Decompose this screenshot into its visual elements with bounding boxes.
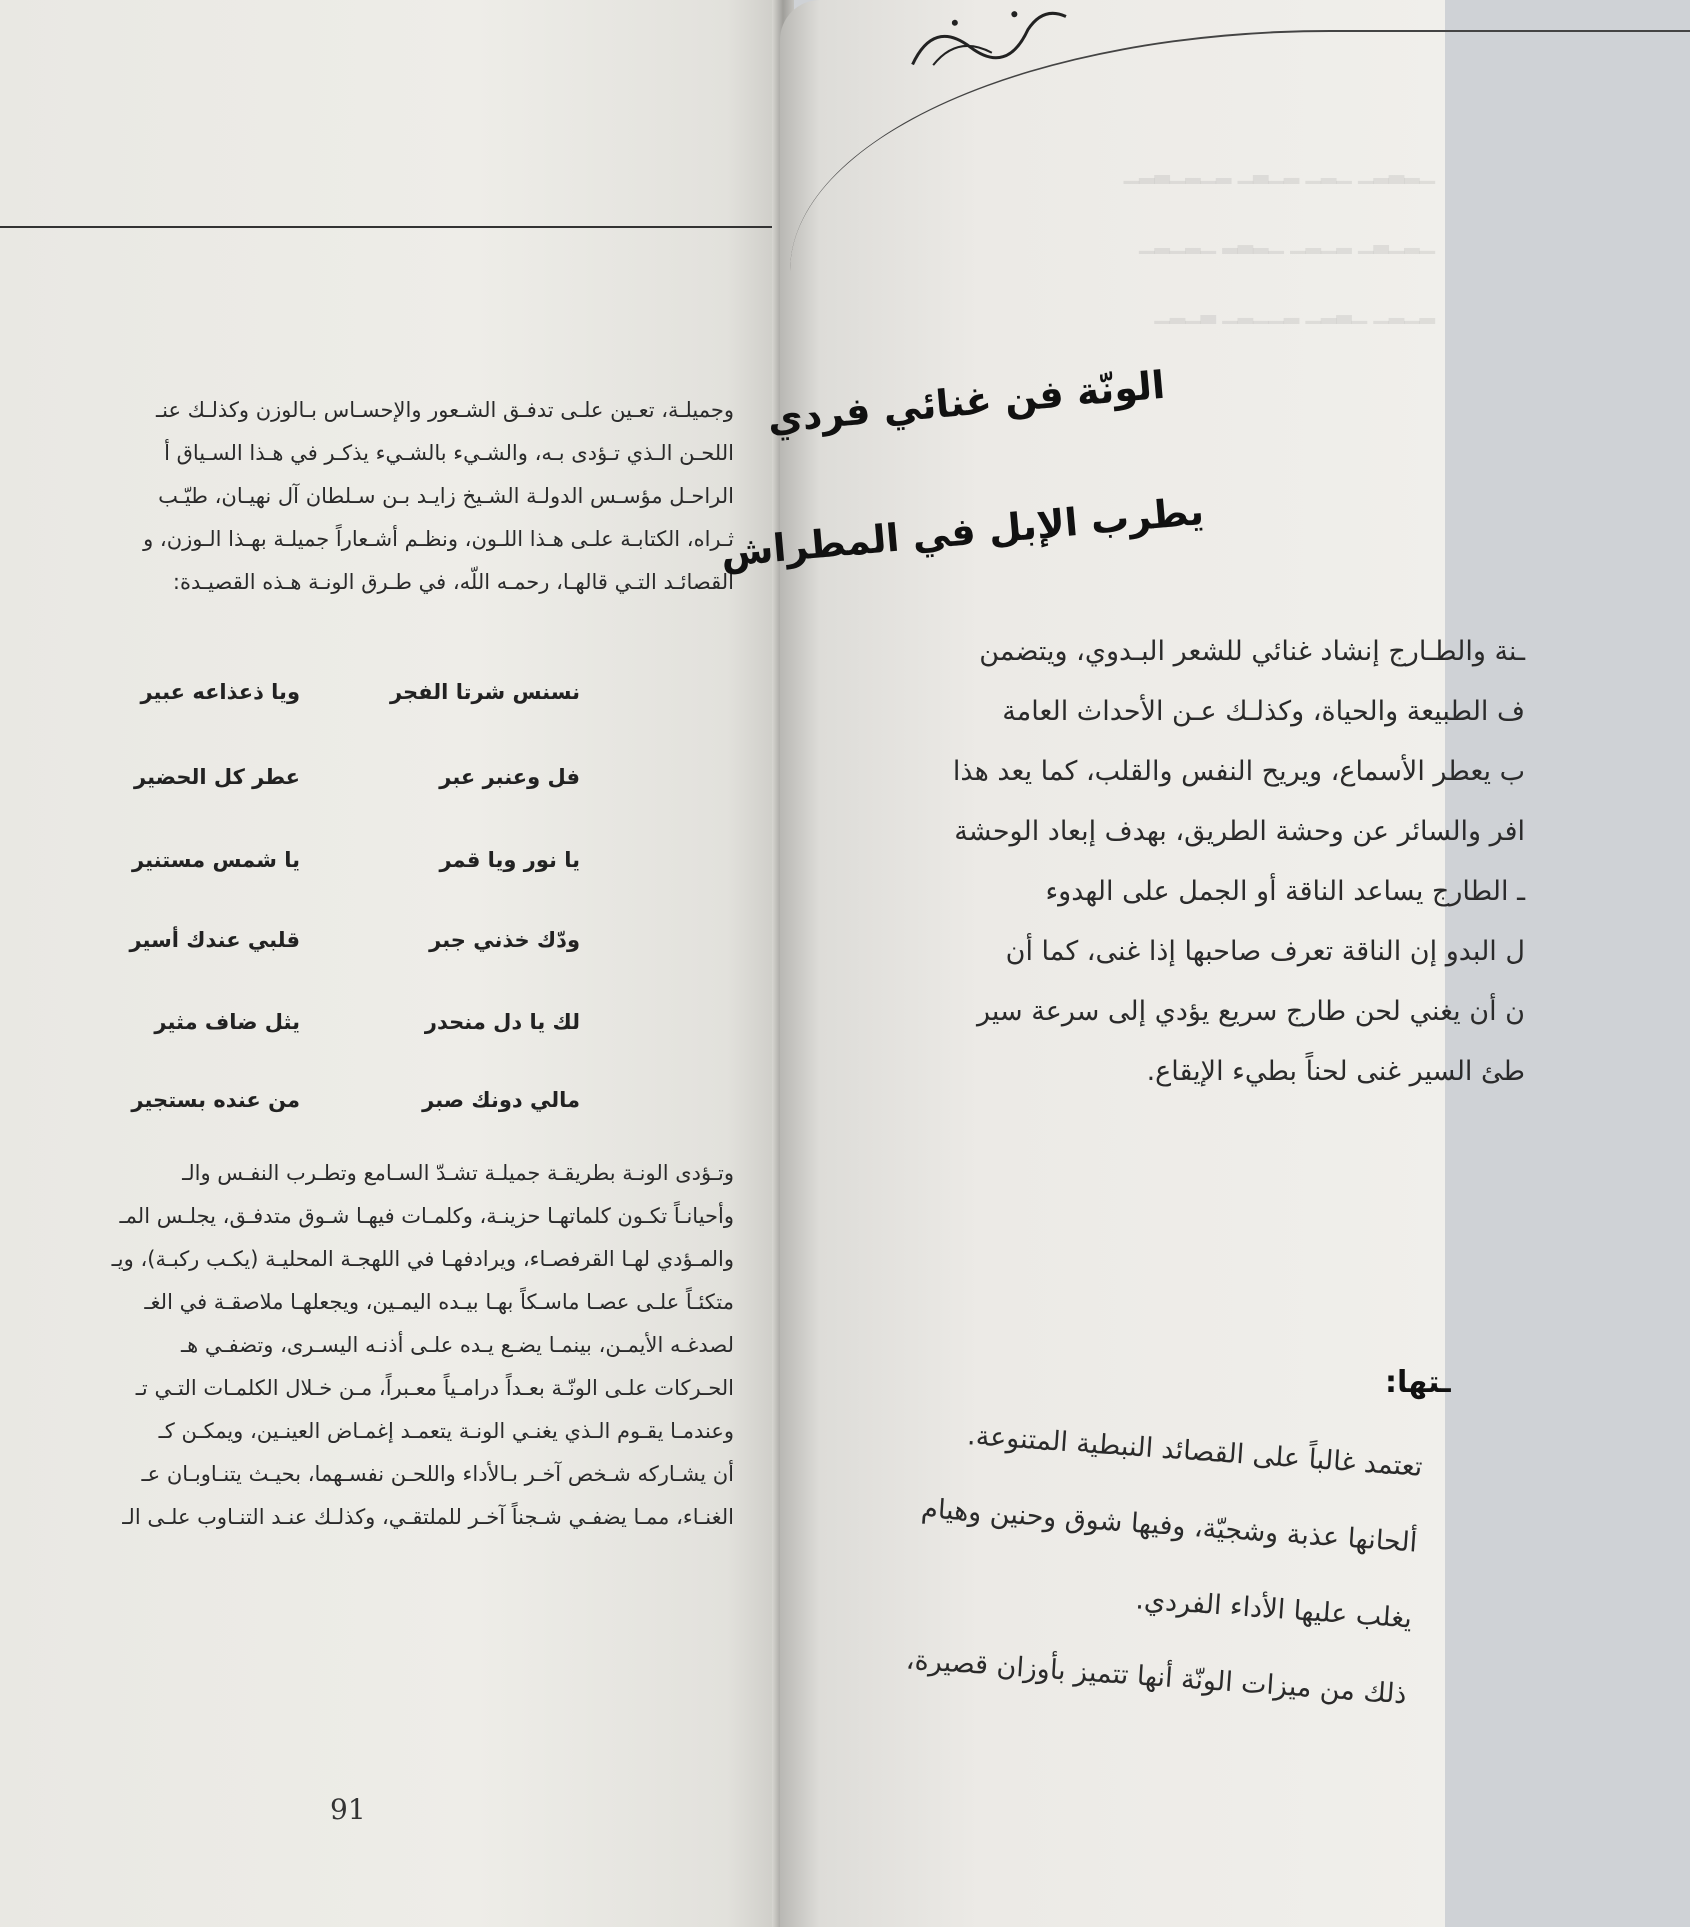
left-paragraph-1 bbox=[0, 389, 734, 604]
poem-hemistich-first: نسنس شرتا الفجر bbox=[389, 680, 580, 704]
text-line: ـنة والطـارج إنشاد غنائي للشعر البـدوي، ويتضمن bbox=[979, 636, 1525, 667]
text-line: الراحـل مؤسـس الدولـة الشـيخ زايـد بـن سـلطان آل نهيـان، طيّـب bbox=[158, 484, 734, 508]
text-line: وجميلـة، تعـين علـى تدفـق الشـعور والإحسـاس بـالوزن وكذلـك عنـ bbox=[155, 398, 734, 422]
text-line: وعندمـا يقـوم الـذي يغنـي الونـة يتعمـد إغمـاض العينـين، ويمكـن كـ bbox=[158, 1419, 734, 1443]
text-line: الغنـاء، ممـا يضفـي شـجناً آخـر للملتقـي، وكذلـك عنـد التنـاوب علـى الـ bbox=[122, 1505, 734, 1529]
poem-hemistich-second: يثل ضاف مثير bbox=[154, 1010, 300, 1034]
text-line: اللحـن الـذي تـؤدى بـه، والشـيء بالشـيء يذكـر في هـذا السـياق أ bbox=[164, 441, 734, 465]
text-line: ثـراه، الكتابـة علـى هـذا اللـون، ونظـم أشـعاراً جميلـة بهـذا الـوزن، و bbox=[143, 527, 734, 551]
text-line: ألحانها عذبة وشجيّة، وفيها شوق وحنين وهيام bbox=[920, 1493, 1419, 1559]
poem-hemistich-second: ويا ذعذاعه عبير bbox=[140, 680, 300, 704]
page-number: 91 bbox=[330, 1793, 366, 1826]
text-line: الحـركات علـى الونّـة بعـداً درامـياً معـبراً، مـن خـلال الكلمـات التـي تـ bbox=[135, 1376, 734, 1400]
text-line: يغلب عليها الأداء الفردي. bbox=[1134, 1584, 1413, 1635]
text-line: تعتمد غالباً على القصائد النبطية المتنوعة. bbox=[966, 1420, 1424, 1483]
text-line: طئ السير غنى لحناً بطيء الإيقاع. bbox=[1146, 1056, 1525, 1087]
right-paragraph-2 bbox=[666, 1378, 1425, 1733]
left-paragraph-2 bbox=[0, 1152, 734, 1539]
text-line: وتـؤدى الونـة بطريقـة جميلـة تشـدّ السـامع وتطـرب النفـس والـ bbox=[182, 1161, 734, 1185]
text-line: لصدغـه الأيمـن، بينمـا يضـع يـده علـى أذنـه اليسـرى، وتضفـي هـ bbox=[181, 1333, 734, 1357]
text-line: ـ الطارج يساعد الناقة أو الجمل على الهدوء bbox=[1045, 876, 1525, 907]
text-line: ب يعطر الأسماع، ويريح النفس والقلب، كما يعد هذا bbox=[952, 756, 1525, 787]
bleed-through-text: ▂▁▂▁ ▁▃▂▁ ▂▁▁▂▁ ▃▁▂▁ bbox=[1154, 300, 1435, 324]
poem-hemistich-first: ودّك خذني جبر bbox=[429, 928, 580, 952]
text-line: ذلك من ميزات الونّة أنها تتميز بأوزان قصيرة، bbox=[905, 1644, 1408, 1711]
text-line: القصائـد التـي قالهـا، رحمـه اللّه، في طـرق الونـة هـذه القصيـدة: bbox=[172, 570, 734, 594]
header-calligraphy-icon bbox=[892, 0, 1083, 86]
text-line: متكئـاً علـى عصـا ماسـكاً بهـا بيـده اليمـين، ويجعلهـا ملاصقـة في الغـ bbox=[144, 1290, 734, 1314]
poem-hemistich-second: قلبي عندك أسير bbox=[129, 928, 300, 952]
article-title-line-1: الونّة فن غنائي فردي bbox=[765, 362, 1167, 442]
text-line: ف الطبيعة والحياة، وكذلـك عـن الأحداث العامة bbox=[1002, 696, 1525, 727]
poem-hemistich-first: مالي دونك صبر bbox=[422, 1088, 580, 1112]
poem-hemistich-second: يا شمس مستنير bbox=[132, 848, 300, 872]
text-line: افر والسائر عن وحشة الطريق، بهدف إبعاد الوحشة bbox=[954, 816, 1525, 847]
poem-hemistich-second: من عنده بستجير bbox=[131, 1088, 300, 1112]
bleed-through-text: ▁▂▁▃▁ ▂▁▂▁ ▁▂▃▂ ▁▂▁▂▁ bbox=[1139, 230, 1435, 254]
poem-hemistich-first: فل وعنبر عبر bbox=[439, 765, 580, 789]
text-line: والمـؤدي لهـا القرفصـاء، ويرادفهـا في اللهجـة المحليـة (يكـب ركبـة)، ويـ bbox=[111, 1247, 734, 1271]
text-line: ل البدو إن الناقة تعرف صاحبها إذا غنى، كما أن bbox=[1005, 936, 1525, 967]
bleed-through-text: ▁▂▃▂▁ ▁▂▁ ▂▁▃▁ ▂▁▂▁▃▂▁ bbox=[1123, 160, 1435, 184]
article-title-line-2: يطرب الإبل في المطراش bbox=[719, 488, 1206, 576]
poem-hemistich-second: عطر كل الحضير bbox=[134, 765, 300, 789]
left-page-header-rule bbox=[0, 226, 782, 228]
text-line: ن أن يغني لحن طارج سريع يؤدي إلى سرعة سير bbox=[976, 996, 1525, 1027]
poem-hemistich-first: يا نور ويا قمر bbox=[439, 848, 580, 872]
left-page-header-ornament bbox=[0, 168, 430, 218]
poem-hemistich-first: لك يا دل منحدر bbox=[424, 1010, 580, 1034]
text-line: أن يشـاركه شـخص آخـر بـالأداء واللحـن نفسـهما، بحيـث يتنـاوبـان عـ bbox=[141, 1462, 734, 1486]
right-paragraph-1 bbox=[785, 622, 1525, 1102]
text-line: وأحيانـاً تكـون كلماتهـا حزينـة، وكلمـات فيهـا شـوق متدفـق، يجلـس المـ bbox=[119, 1204, 734, 1228]
section-heading: ـتها: bbox=[1385, 1365, 1451, 1400]
